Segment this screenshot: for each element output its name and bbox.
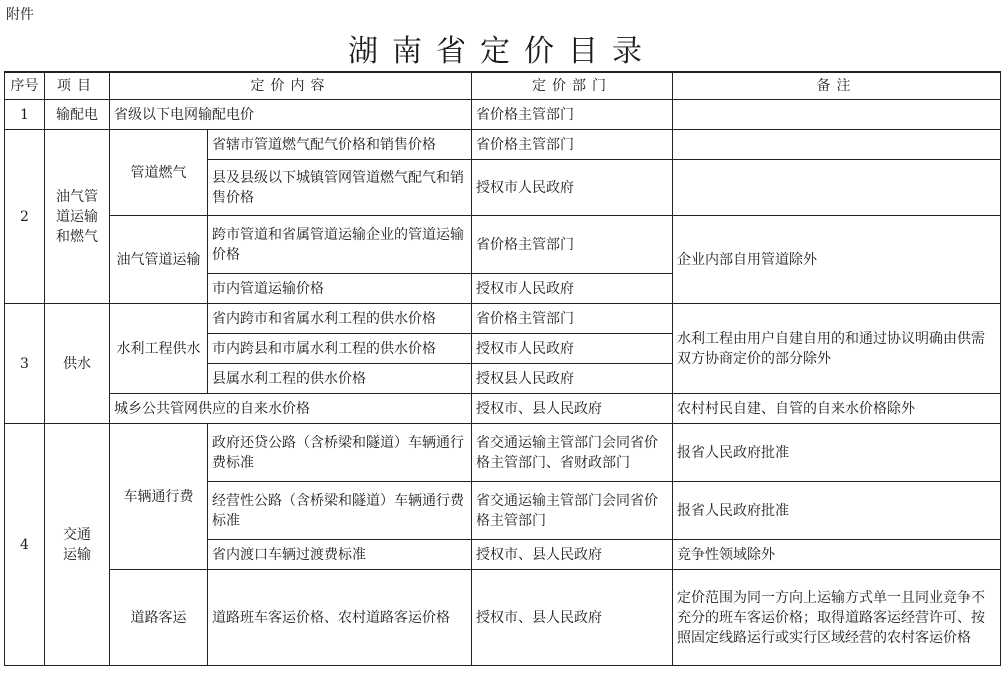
header-no: 序号 xyxy=(5,72,45,100)
row-note xyxy=(673,160,1001,216)
table-row xyxy=(5,394,1001,424)
row-no: 2 xyxy=(5,130,45,304)
row-dept: 省交通运输主管部门会同省价格主管部门 xyxy=(472,482,673,540)
row-content: 省级以下电网输配电价 xyxy=(110,100,472,130)
row-item: 油气管道运输和燃气 xyxy=(45,130,110,304)
row-note xyxy=(673,100,1001,130)
row-dept: 省价格主管部门 xyxy=(472,216,673,274)
row-content: 市内管道运输价格 xyxy=(208,274,472,304)
row-dept: 授权市人民政府 xyxy=(472,160,673,216)
row-note: 水利工程由用户自建自用的和通过协议明确由供需双方协商定价的部分除外 xyxy=(673,304,1001,394)
header-dept: 定价部门 xyxy=(472,72,673,100)
row-content: 县属水利工程的供水价格 xyxy=(208,364,472,394)
row-dept: 省价格主管部门 xyxy=(472,304,673,334)
row-dept: 授权市、县人民政府 xyxy=(472,540,673,570)
price-catalog-table xyxy=(4,71,1001,666)
table-row xyxy=(5,304,1001,334)
row-note: 农村村民自建、自管的自来水价格除外 xyxy=(673,394,1001,424)
row-dept: 授权县人民政府 xyxy=(472,364,673,394)
row-note xyxy=(673,130,1001,160)
table-row xyxy=(5,424,1001,482)
row-content: 省内跨市和省属水利工程的供水价格 xyxy=(208,304,472,334)
header-content: 定价内容 xyxy=(110,72,472,100)
row-content: 县及县级以下城镇管网管道燃气配气和销售价格 xyxy=(208,160,472,216)
row-content: 省内渡口车辆过渡费标准 xyxy=(208,540,472,570)
row-content: 城乡公共管网供应的自来水价格 xyxy=(110,394,472,424)
table-row xyxy=(5,130,1001,160)
row-note: 定价范围为同一方向上运输方式单一且同业竞争不充分的班车客运价格；取得道路客运经营许可、按照固定线路运行或实行区域经营的农村客运价格 xyxy=(673,570,1001,666)
row-sub: 道路客运 xyxy=(110,570,208,666)
table-row xyxy=(5,570,1001,666)
row-item: 供水 xyxy=(45,304,110,424)
row-content: 跨市管道和省属管道运输企业的管道运输价格 xyxy=(208,216,472,274)
row-content: 省辖市管道燃气配气价格和销售价格 xyxy=(208,130,472,160)
row-content: 经营性公路（含桥梁和隧道）车辆通行费标准 xyxy=(208,482,472,540)
row-note: 报省人民政府批准 xyxy=(673,482,1001,540)
row-sub: 车辆通行费 xyxy=(110,424,208,570)
row-dept: 授权市、县人民政府 xyxy=(472,570,673,666)
row-item: 输配电 xyxy=(45,100,110,130)
table-row xyxy=(5,216,1001,274)
row-no: 1 xyxy=(5,100,45,130)
row-note: 企业内部自用管道除外 xyxy=(673,216,1001,304)
row-item: 交通运输 xyxy=(45,424,110,666)
row-content: 政府还贷公路（含桥梁和隧道）车辆通行费标准 xyxy=(208,424,472,482)
row-content: 市内跨县和市属水利工程的供水价格 xyxy=(208,334,472,364)
row-dept: 省价格主管部门 xyxy=(472,130,673,160)
row-dept: 授权市人民政府 xyxy=(472,334,673,364)
row-sub: 油气管道运输 xyxy=(110,216,208,304)
header-item: 项目 xyxy=(45,72,110,100)
row-sub: 水利工程供水 xyxy=(110,304,208,394)
row-dept: 省价格主管部门 xyxy=(472,100,673,130)
row-note: 报省人民政府批准 xyxy=(673,424,1001,482)
row-dept: 授权市、县人民政府 xyxy=(472,394,673,424)
page-title: 湖南省定价目录 xyxy=(348,34,656,69)
row-sub: 管道燃气 xyxy=(110,130,208,216)
row-content: 道路班车客运价格、农村道路客运价格 xyxy=(208,570,472,666)
row-dept: 省交通运输主管部门会同省价格主管部门、省财政部门 xyxy=(472,424,673,482)
row-note: 竞争性领域除外 xyxy=(673,540,1001,570)
attachment-label: 附件 xyxy=(6,7,34,23)
row-no: 4 xyxy=(5,424,45,666)
table-header-row xyxy=(5,72,1001,100)
header-note: 备注 xyxy=(673,72,1001,100)
row-no: 3 xyxy=(5,304,45,424)
row-dept: 授权市人民政府 xyxy=(472,274,673,304)
table-row xyxy=(5,100,1001,130)
